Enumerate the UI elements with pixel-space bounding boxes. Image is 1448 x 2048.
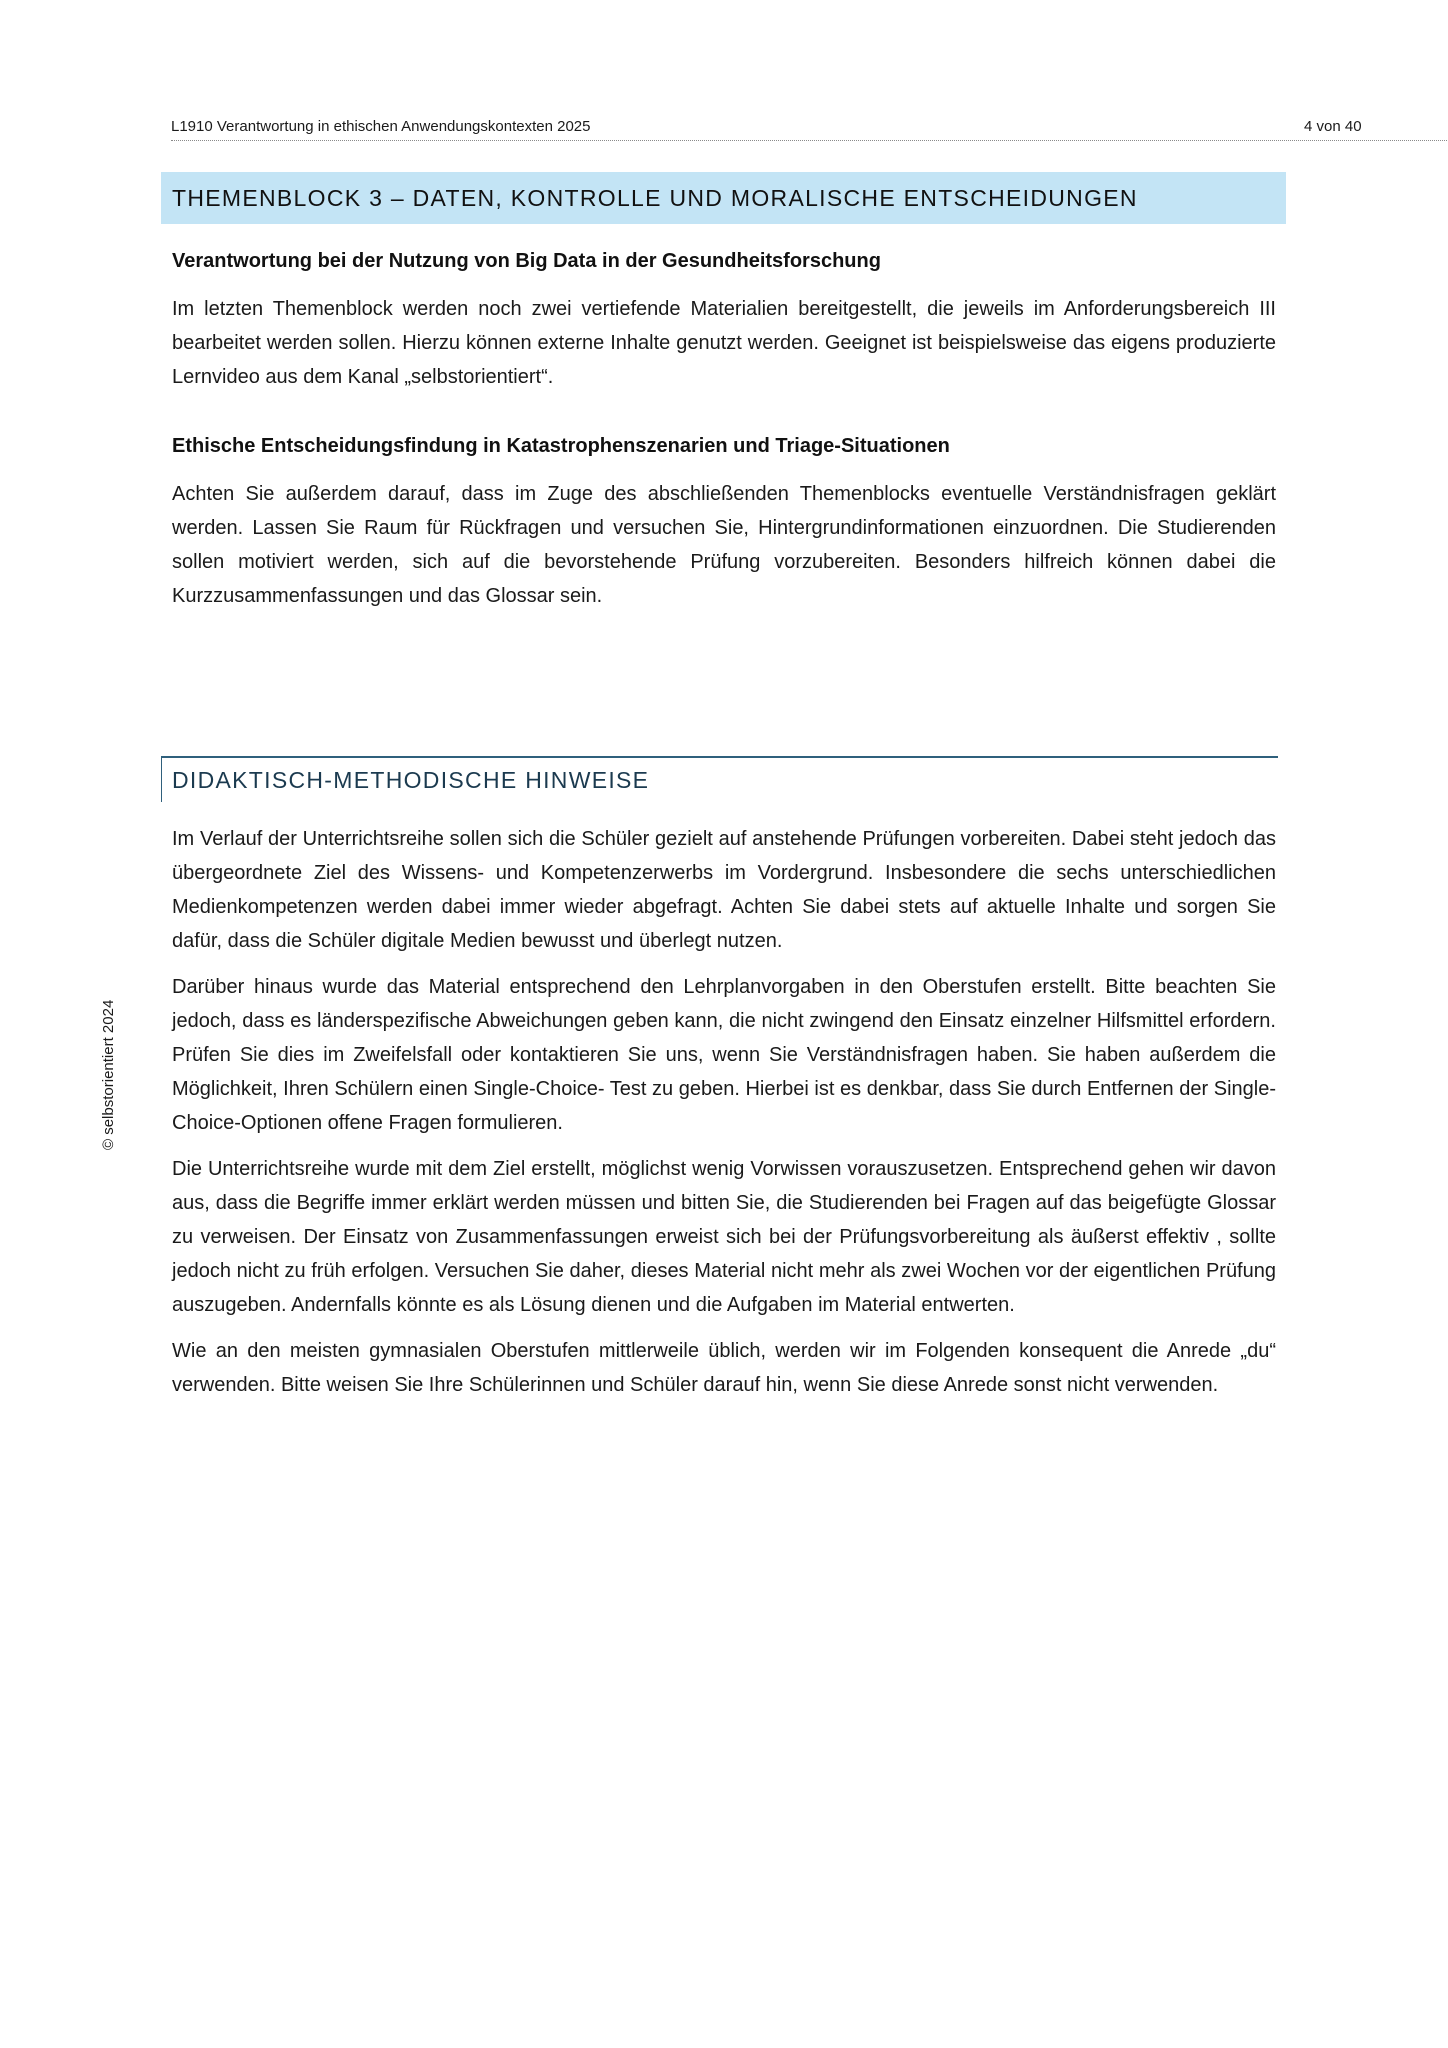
didactic-paragraph-1: Im Verlauf der Unterrichtsreihe sollen sich die Schüler gezielt auf anstehende Prüfungen vorbereiten. Dabei steht jedoch das übergeordnete Ziel des Wissens- und Kompetenzerwerbs im Vordergrund. Insbesondere die sechs unterschiedlichen Medienkompetenzen werden dabei immer wieder abgefragt. Achten Sie dabei stets auf aktuelle Inhalte und sorgen Sie dafür, dass die Schüler digitale Medien bewusst und überlegt nutzen. [172,828,1276,952]
didactic-paragraph-2: Darüber hinaus wurde das Material entsprechend den Lehrplanvorgaben in den Oberstufen erstellt. Bitte beachten Sie jedoch, dass es länderspezifische Abweichungen geben kann, die nicht zwingend den Einsatz einzelner Hilfsmittel erfordern. Prüfen Sie dies im Zweifelsfall oder kontaktieren Sie uns, wenn Sie Verständnisfragen haben. Sie haben außerdem die Möglichkeit, Ihren Schülern einen Single-Choice- Test zu geben. Hierbei ist es denkbar, dass Sie durch Entfernen der Single-Choice-Optionen offene Fragen formulieren. [172,976,1276,1134]
didactic-body [172,822,1276,1402]
section-big-data [172,248,1276,394]
document-title: L1910 Verantwortung in ethischen Anwendungskontexten 2025 [171,118,591,135]
subheading-big-data: Verantwortung bei der Nutzung von Big Data in der Gesundheitsforschung [172,250,881,272]
didactic-paragraph-3: Die Unterrichtsreihe wurde mit dem Ziel erstellt, möglichst wenig Vorwissen vorauszusetzen. Entsprechend gehen wir davon aus, dass die Begriffe immer erklärt werden müssen und bitten Sie, die Studierenden bei Fragen auf das beigefügte Glossar zu verweisen. Der Einsatz von Zusammenfassungen erweist sich bei der Prüfungsvorbereitung als äußerst effektiv , sollte jedoch nicht zu früh erfolgen. Versuchen Sie daher, dieses Material nicht mehr als zwei Wochen vor der eigentlichen Prüfung auszugeben. Andernfalls könnte es als Lösung dienen und die Aufgaben im Material entwerten. [172,1158,1276,1316]
theme-block-title: THEMENBLOCK 3 – DATEN, KONTROLLE UND MORALISCHE ENTSCHEIDUNGEN [161,172,1286,224]
didactic-paragraph-4: Wie an den meisten gymnasialen Oberstufen mittlerweile üblich, werden wir im Folgenden konsequent die Anrede „du“ verwenden. Bitte weisen Sie Ihre Schülerinnen und Schüler darauf hin, wenn Sie diese Anrede sonst nicht verwenden. [172,1340,1276,1396]
paragraph-big-data: Im letzten Themenblock werden noch zwei vertiefende Materialien bereitgestellt, die jeweils im Anforderungsbereich III bearbeitet werden sollen. Hierzu können externe Inhalte genutzt werden. Geeignet ist beispielsweise das eigens produzierte Lernvideo aus dem Kanal „selbstorientiert“. [172,298,1276,388]
subheading-triage: Ethische Entscheidungsfindung in Katastrophenszenarien und Triage-Situationen [172,435,950,457]
copyright-notice: © selbstorientiert 2024 [100,999,117,1150]
running-header [171,114,1447,141]
paragraph-triage: Achten Sie außerdem darauf, dass im Zuge des abschließenden Themenblocks eventuelle Verständnisfragen geklärt werden. Lassen Sie Raum für Rückfragen und versuchen Sie, Hintergrundinformationen einzuordnen. Die Studierenden sollen motiviert werden, sich auf die bevorstehende Prüfung vorzubereiten. Besonders hilfreich können dabei die Kurzzusammenfassungen und das Glossar sein. [172,483,1276,607]
section-triage [172,433,1276,613]
page-number: 4 von 40 [1304,118,1362,135]
didactic-section-heading: DIDAKTISCH-METHODISCHE HINWEISE [161,756,1278,802]
